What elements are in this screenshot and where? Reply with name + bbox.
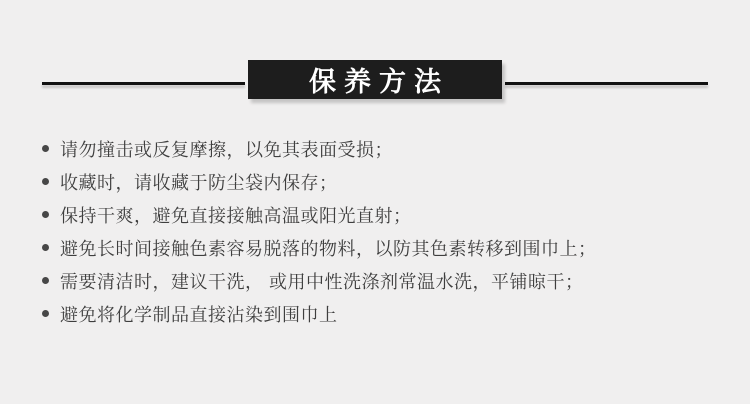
list-item-text: 请勿撞击或反复摩擦，以免其表面受损；: [60, 139, 393, 160]
list-item-text: 收藏时，请收藏于防尘袋内保存；: [60, 172, 338, 193]
bullet-icon: [42, 145, 49, 152]
bullet-icon: [42, 178, 49, 185]
header-rule-right: [505, 82, 708, 85]
list-item: [42, 297, 720, 330]
list-item-text: 避免将化学制品直接沾染到围巾上: [60, 304, 338, 325]
bullet-icon: [42, 211, 49, 218]
list-item: [42, 132, 720, 165]
care-instructions-panel: [0, 60, 750, 404]
list-item: [42, 165, 720, 198]
bullet-icon: [42, 277, 49, 284]
bullet-icon: [42, 244, 49, 251]
section-title: 保养方法: [309, 67, 449, 97]
list-item: [42, 231, 720, 264]
list-item: [42, 264, 720, 297]
care-instructions-list: [42, 132, 720, 330]
bullet-icon: [42, 310, 49, 317]
list-item-text: 避免长时间接触色素容易脱落的物料，以防其色素转移到围巾上；: [60, 238, 597, 259]
list-item-text: 需要清洁时，建议干洗， 或用中性洗涤剂常温水洗，平铺晾干；: [60, 271, 584, 292]
header-rule-left: [42, 82, 245, 85]
list-item: [42, 198, 720, 231]
section-header: [0, 60, 750, 99]
list-item-text: 保持干爽，避免直接接触高温或阳光直射；: [60, 205, 412, 226]
section-title-banner: [248, 60, 502, 99]
